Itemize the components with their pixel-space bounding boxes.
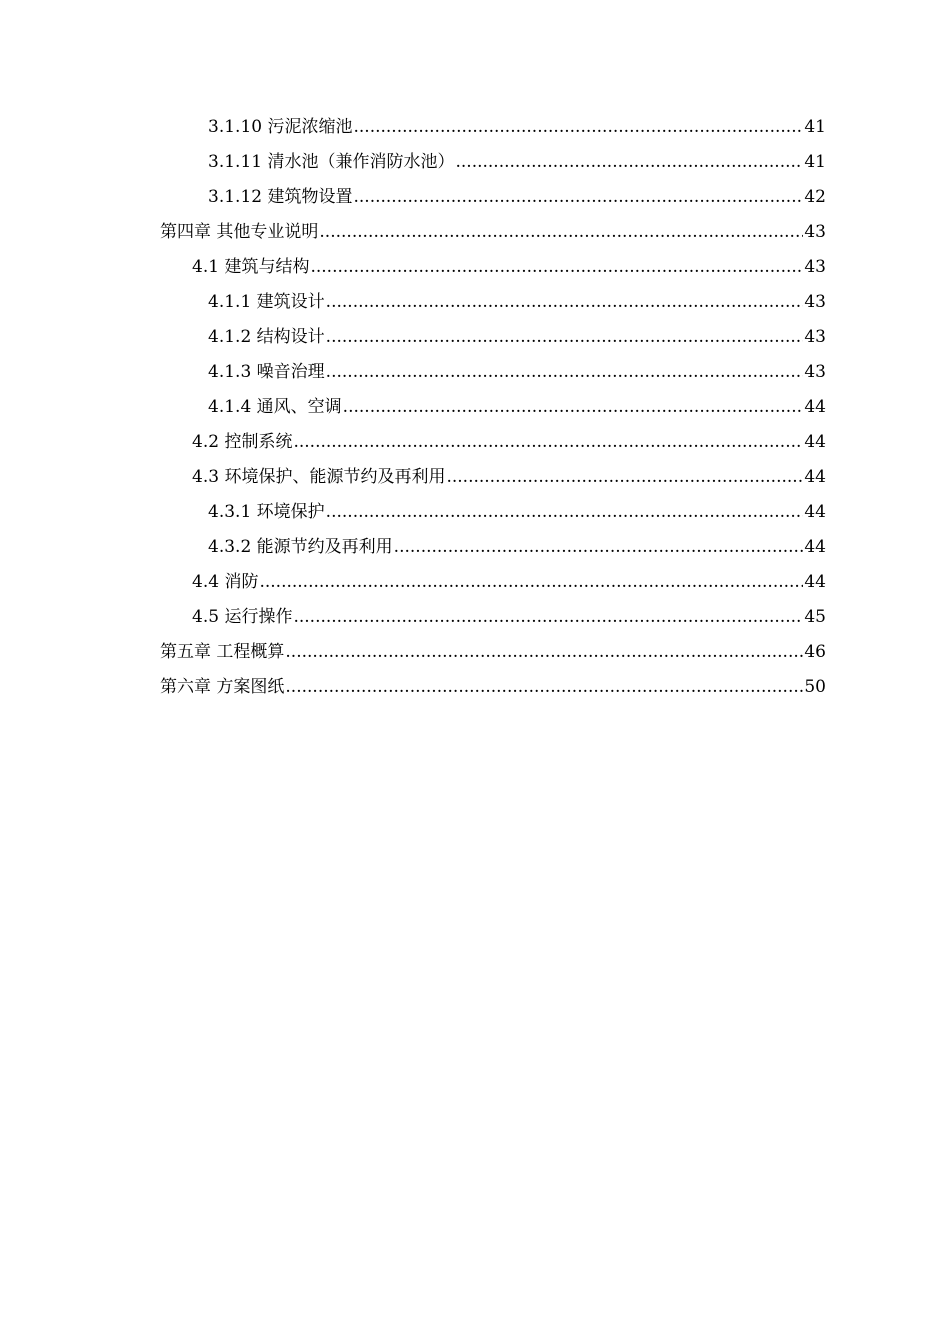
toc-page-number: 50 xyxy=(804,677,826,697)
toc-entry-title: 4.1.4 通风、空调 xyxy=(208,397,342,417)
toc-entry-title: 第五章 工程概算 xyxy=(160,642,285,662)
toc-entry-4-4[interactable] xyxy=(160,565,826,600)
toc-page-number: 42 xyxy=(804,187,826,207)
toc-entry-chapter-4[interactable] xyxy=(160,215,826,250)
toc-entry-title: 3.1.12 建筑物设置 xyxy=(208,187,353,207)
toc-entry-title: 3.1.11 清水池（兼作消防水池） xyxy=(208,152,455,172)
toc-page-number: 43 xyxy=(804,257,826,277)
toc-page-number: 45 xyxy=(804,607,826,627)
toc-page-number: 44 xyxy=(804,467,826,487)
toc-dot-leader xyxy=(343,390,804,425)
toc-entry-4-1[interactable] xyxy=(160,250,826,285)
toc-dot-leader xyxy=(326,355,804,390)
toc-entry-3-1-10[interactable] xyxy=(160,110,826,145)
toc-dot-leader xyxy=(353,180,803,215)
toc-entry-4-1-2[interactable] xyxy=(160,320,826,355)
toc-dot-leader xyxy=(353,110,803,145)
toc-entry-4-5[interactable] xyxy=(160,600,826,635)
toc-entry-3-1-11[interactable] xyxy=(160,145,826,180)
toc-entry-chapter-5[interactable] xyxy=(160,635,826,670)
toc-page-number: 43 xyxy=(804,327,826,347)
toc-dot-leader xyxy=(394,530,804,565)
toc-dot-leader xyxy=(310,250,803,285)
toc-page-number: 43 xyxy=(804,222,826,242)
table-of-contents xyxy=(160,110,826,705)
toc-entry-4-1-3[interactable] xyxy=(160,355,826,390)
toc-entry-title: 4.1.3 噪音治理 xyxy=(208,362,325,382)
toc-entry-chapter-6[interactable] xyxy=(160,670,826,705)
toc-page-number: 43 xyxy=(804,292,826,312)
toc-entry-title: 3.1.10 污泥浓缩池 xyxy=(208,117,353,137)
toc-entry-title: 4.1.2 结构设计 xyxy=(208,327,325,347)
toc-dot-leader xyxy=(326,495,804,530)
toc-page-number: 46 xyxy=(804,642,826,662)
toc-dot-leader xyxy=(326,285,804,320)
toc-dot-leader xyxy=(319,215,803,250)
toc-page-number: 44 xyxy=(804,432,826,452)
toc-entry-4-2[interactable] xyxy=(160,425,826,460)
toc-dot-leader xyxy=(293,425,803,460)
toc-entry-title: 4.3.1 环境保护 xyxy=(208,502,325,522)
toc-page-number: 44 xyxy=(804,502,826,522)
toc-dot-leader xyxy=(285,635,803,670)
toc-entry-title: 第六章 方案图纸 xyxy=(160,677,285,697)
toc-entry-4-3[interactable] xyxy=(160,460,826,495)
toc-entry-3-1-12[interactable] xyxy=(160,180,826,215)
toc-page-number: 44 xyxy=(804,537,826,557)
toc-page-number: 44 xyxy=(804,397,826,417)
toc-entry-title: 4.5 运行操作 xyxy=(192,607,293,627)
toc-entry-4-1-4[interactable] xyxy=(160,390,826,425)
toc-dot-leader xyxy=(455,145,803,180)
toc-page-number: 43 xyxy=(804,362,826,382)
toc-entry-title: 4.1.1 建筑设计 xyxy=(208,292,325,312)
toc-entry-title: 4.1 建筑与结构 xyxy=(192,257,310,277)
toc-page-number: 44 xyxy=(804,572,826,592)
toc-dot-leader xyxy=(446,460,803,495)
toc-entry-title: 4.4 消防 xyxy=(192,572,259,592)
toc-entry-4-3-2[interactable] xyxy=(160,530,826,565)
toc-dot-leader xyxy=(293,600,803,635)
toc-entry-title: 4.3.2 能源节约及再利用 xyxy=(208,537,393,557)
toc-entry-title: 4.2 控制系统 xyxy=(192,432,293,452)
toc-entry-4-1-1[interactable] xyxy=(160,285,826,320)
toc-dot-leader xyxy=(326,320,804,355)
toc-entry-4-3-1[interactable] xyxy=(160,495,826,530)
toc-entry-title: 4.3 环境保护、能源节约及再利用 xyxy=(192,467,446,487)
toc-entry-title: 第四章 其他专业说明 xyxy=(160,222,319,242)
toc-page-number: 41 xyxy=(804,117,826,137)
toc-dot-leader xyxy=(285,670,803,705)
toc-page-number: 41 xyxy=(804,152,826,172)
toc-dot-leader xyxy=(259,565,803,600)
